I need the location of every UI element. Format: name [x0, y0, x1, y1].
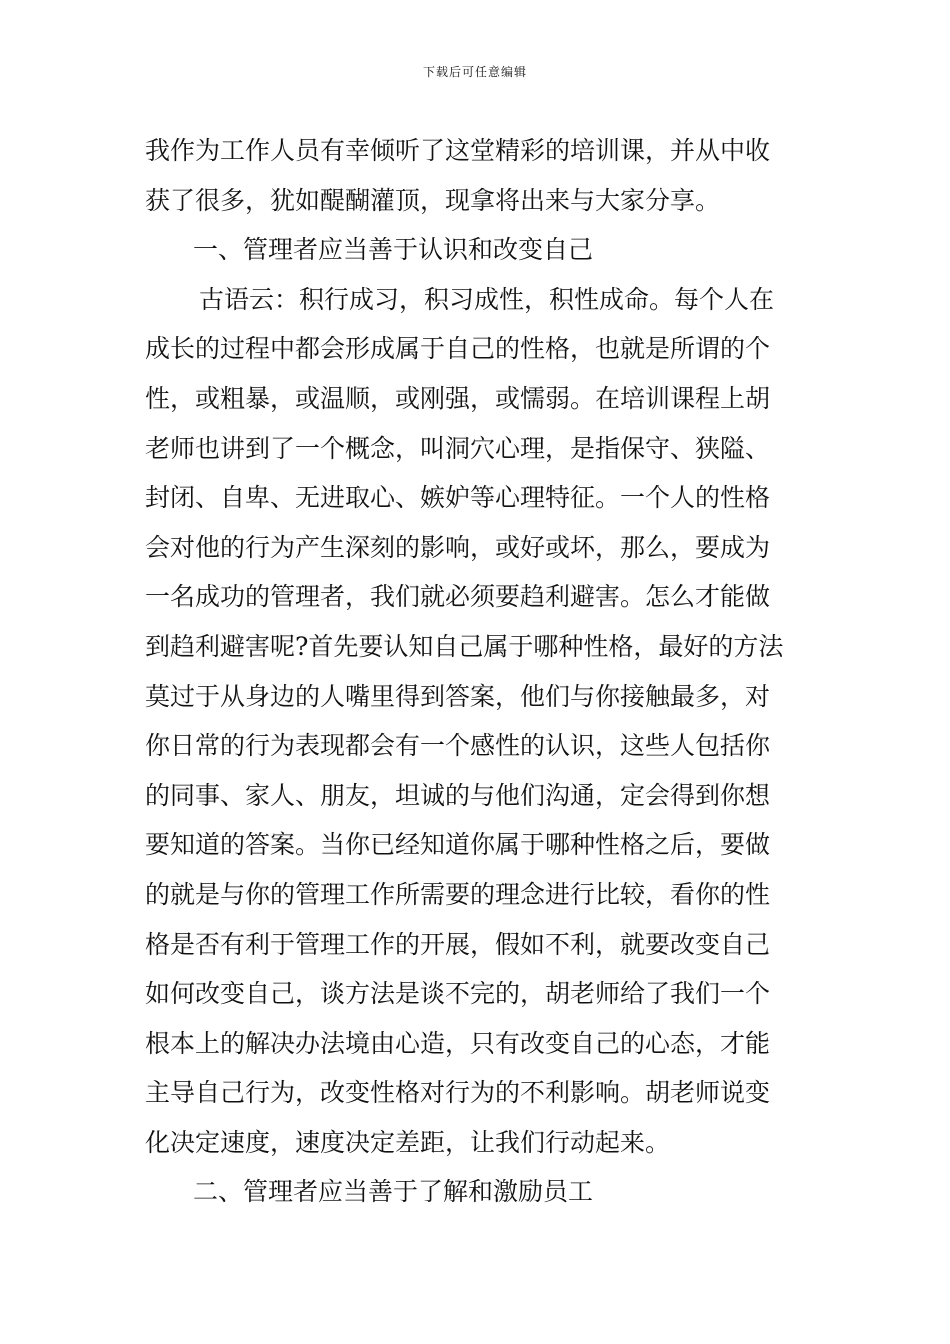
paragraph-line: 根本上的解决办法境由心造，只有改变自己的心态，才能	[145, 1028, 771, 1058]
paragraph-line: 老师也讲到了一个概念，叫洞穴心理，是指保守、狭隘、	[145, 433, 771, 463]
paragraph-line: 要知道的答案。当你已经知道你属于哪种性格之后，要做	[145, 830, 771, 860]
paragraph-line: 成长的过程中都会形成属于自己的性格，也就是所谓的个	[145, 334, 771, 364]
paragraph-line: 如何改变自己，谈方法是谈不完的，胡老师给了我们一个	[145, 979, 771, 1009]
paragraph-line: 格是否有利于管理工作的开展，假如不利，就要改变自己	[145, 929, 771, 959]
paragraph-line: 会对他的行为产生深刻的影响，或好或坏，那么，要成为	[145, 532, 771, 562]
paragraph-line: 我作为工作人员有幸倾听了这堂精彩的培训课，并从中收	[145, 136, 771, 165]
paragraph-line: 古语云：积行成习，积习成性，积性成命。每个人在	[199, 284, 775, 314]
paragraph-line: 性，或粗暴，或温顺，或刚强，或懦弱。在培训课程上胡	[145, 383, 771, 413]
paragraph-line: 化决定速度，速度决定差距，让我们行动起来。	[145, 1127, 671, 1157]
section-heading-2: 二、管理者应当善于了解和激励员工	[193, 1177, 594, 1207]
document-body	[145, 126, 815, 1217]
paragraph-line: 封闭、自卑、无进取心、嫉妒等心理特征。一个人的性格	[145, 483, 771, 513]
paragraph-line: 获了很多，犹如醍醐灌顶，现拿将出来与大家分享。	[145, 185, 721, 215]
paragraph-line: 你日常的行为表现都会有一个感性的认识，这些人包括你	[145, 731, 771, 761]
paragraph-line: 到趋利避害呢?首先要认知自己属于哪种性格，最好的方法	[145, 631, 784, 661]
paragraph-line: 莫过于从身边的人嘴里得到答案，他们与你接触最多，对	[145, 681, 771, 711]
paragraph-line: 主导自己行为，改变性格对行为的不利影响。胡老师说变	[145, 1078, 771, 1108]
section-heading-1: 一、管理者应当善于认识和改变自己	[193, 235, 594, 265]
page-header: 下载后可任意编辑	[422, 65, 527, 79]
paragraph-line: 一名成功的管理者，我们就必须要趋利避害。怎么才能做	[145, 582, 771, 612]
paragraph-line: 的同事、家人、朋友，坦诚的与他们沟通，定会得到你想	[145, 780, 771, 810]
paragraph-line: 的就是与你的管理工作所需要的理念进行比较，看你的性	[145, 879, 771, 909]
